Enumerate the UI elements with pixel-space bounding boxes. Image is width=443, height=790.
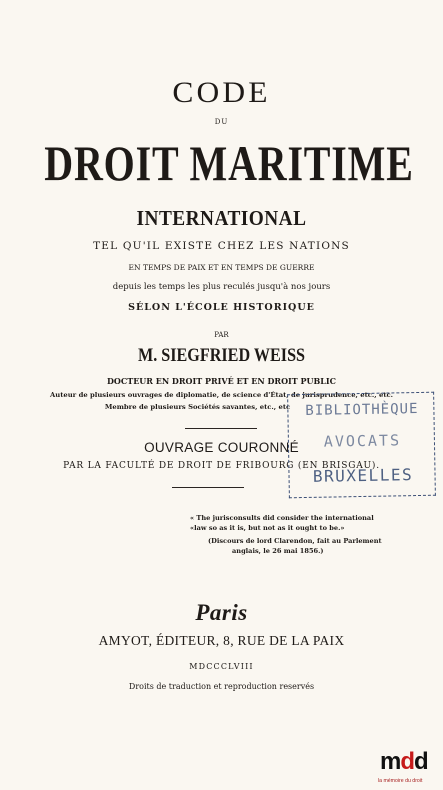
subtitle-line-4: SÉLON L'ÉCOLE HISTORIQUE <box>128 302 315 313</box>
epigraph-citation-2: anglais, le 26 mai 1856.) <box>232 547 324 555</box>
author-title: DOCTEUR EN DROIT PRIVÉ ET EN DROIT PUBLIC <box>106 376 336 386</box>
award-label: OUVRAGE COURONNÉ <box>144 440 299 455</box>
title-code: CODE <box>172 76 271 109</box>
title-du: DU <box>214 118 229 126</box>
epigraph-line-1: « The jurisconsults did consider the international <box>190 514 374 522</box>
mdd-logo <box>380 744 442 790</box>
subtitle-line-1: TEL QU'IL EXISTE CHEZ LES NATIONS <box>93 240 350 252</box>
award-by: PAR LA FACULTÉ DE DROIT DE FRIBOURG (EN BRISGAU). <box>63 461 380 471</box>
author-name: M. SIEGFRIED WEISS <box>137 345 306 366</box>
library-stamp <box>287 392 436 499</box>
author-par: PAR <box>214 331 229 339</box>
imprint-year: MDCCCLVIII <box>189 662 254 671</box>
logo-word: mdd <box>380 748 428 775</box>
author-memberships: Membre de plusieurs Sociétés savantes, etc., etc <box>104 403 291 411</box>
divider-rule <box>172 487 244 488</box>
epigraph-citation-1: (Discours de lord Clarendon, fait au Parlement <box>208 537 382 545</box>
subtitle-line-2: EN TEMPS DE PAIX ET EN TEMPS DE GUERRE <box>128 263 315 272</box>
epigraph-line-2: «law so as it is, but not as it ought to be.» <box>190 524 345 532</box>
divider-rule <box>185 428 257 429</box>
subtitle-line-3: depuis les temps les plus reculés jusqu'à nos jours <box>112 282 331 292</box>
imprint-city: Paris <box>195 600 248 625</box>
imprint-publisher: AMYOT, ÉDITEUR, 8, RUE DE LA PAIX <box>98 633 345 648</box>
logo-tagline: la mémoire du droit <box>378 778 423 784</box>
title-international: INTERNATIONAL <box>136 206 307 230</box>
stamp-line-2: AVOCATS <box>323 431 402 451</box>
stamp-line-1: BIBLIOTHÈQUE <box>305 401 419 419</box>
author-works: Auteur de plusieurs ouvrages de diplomatie, de science d'État, de jurisprudence, etc., etc. <box>50 391 393 399</box>
stamp-line-3: BRUXELLES <box>312 465 414 486</box>
title-main: DROIT MARITIME <box>44 135 414 191</box>
imprint-rights: Droits de traduction et reproduction reservés <box>128 682 315 691</box>
